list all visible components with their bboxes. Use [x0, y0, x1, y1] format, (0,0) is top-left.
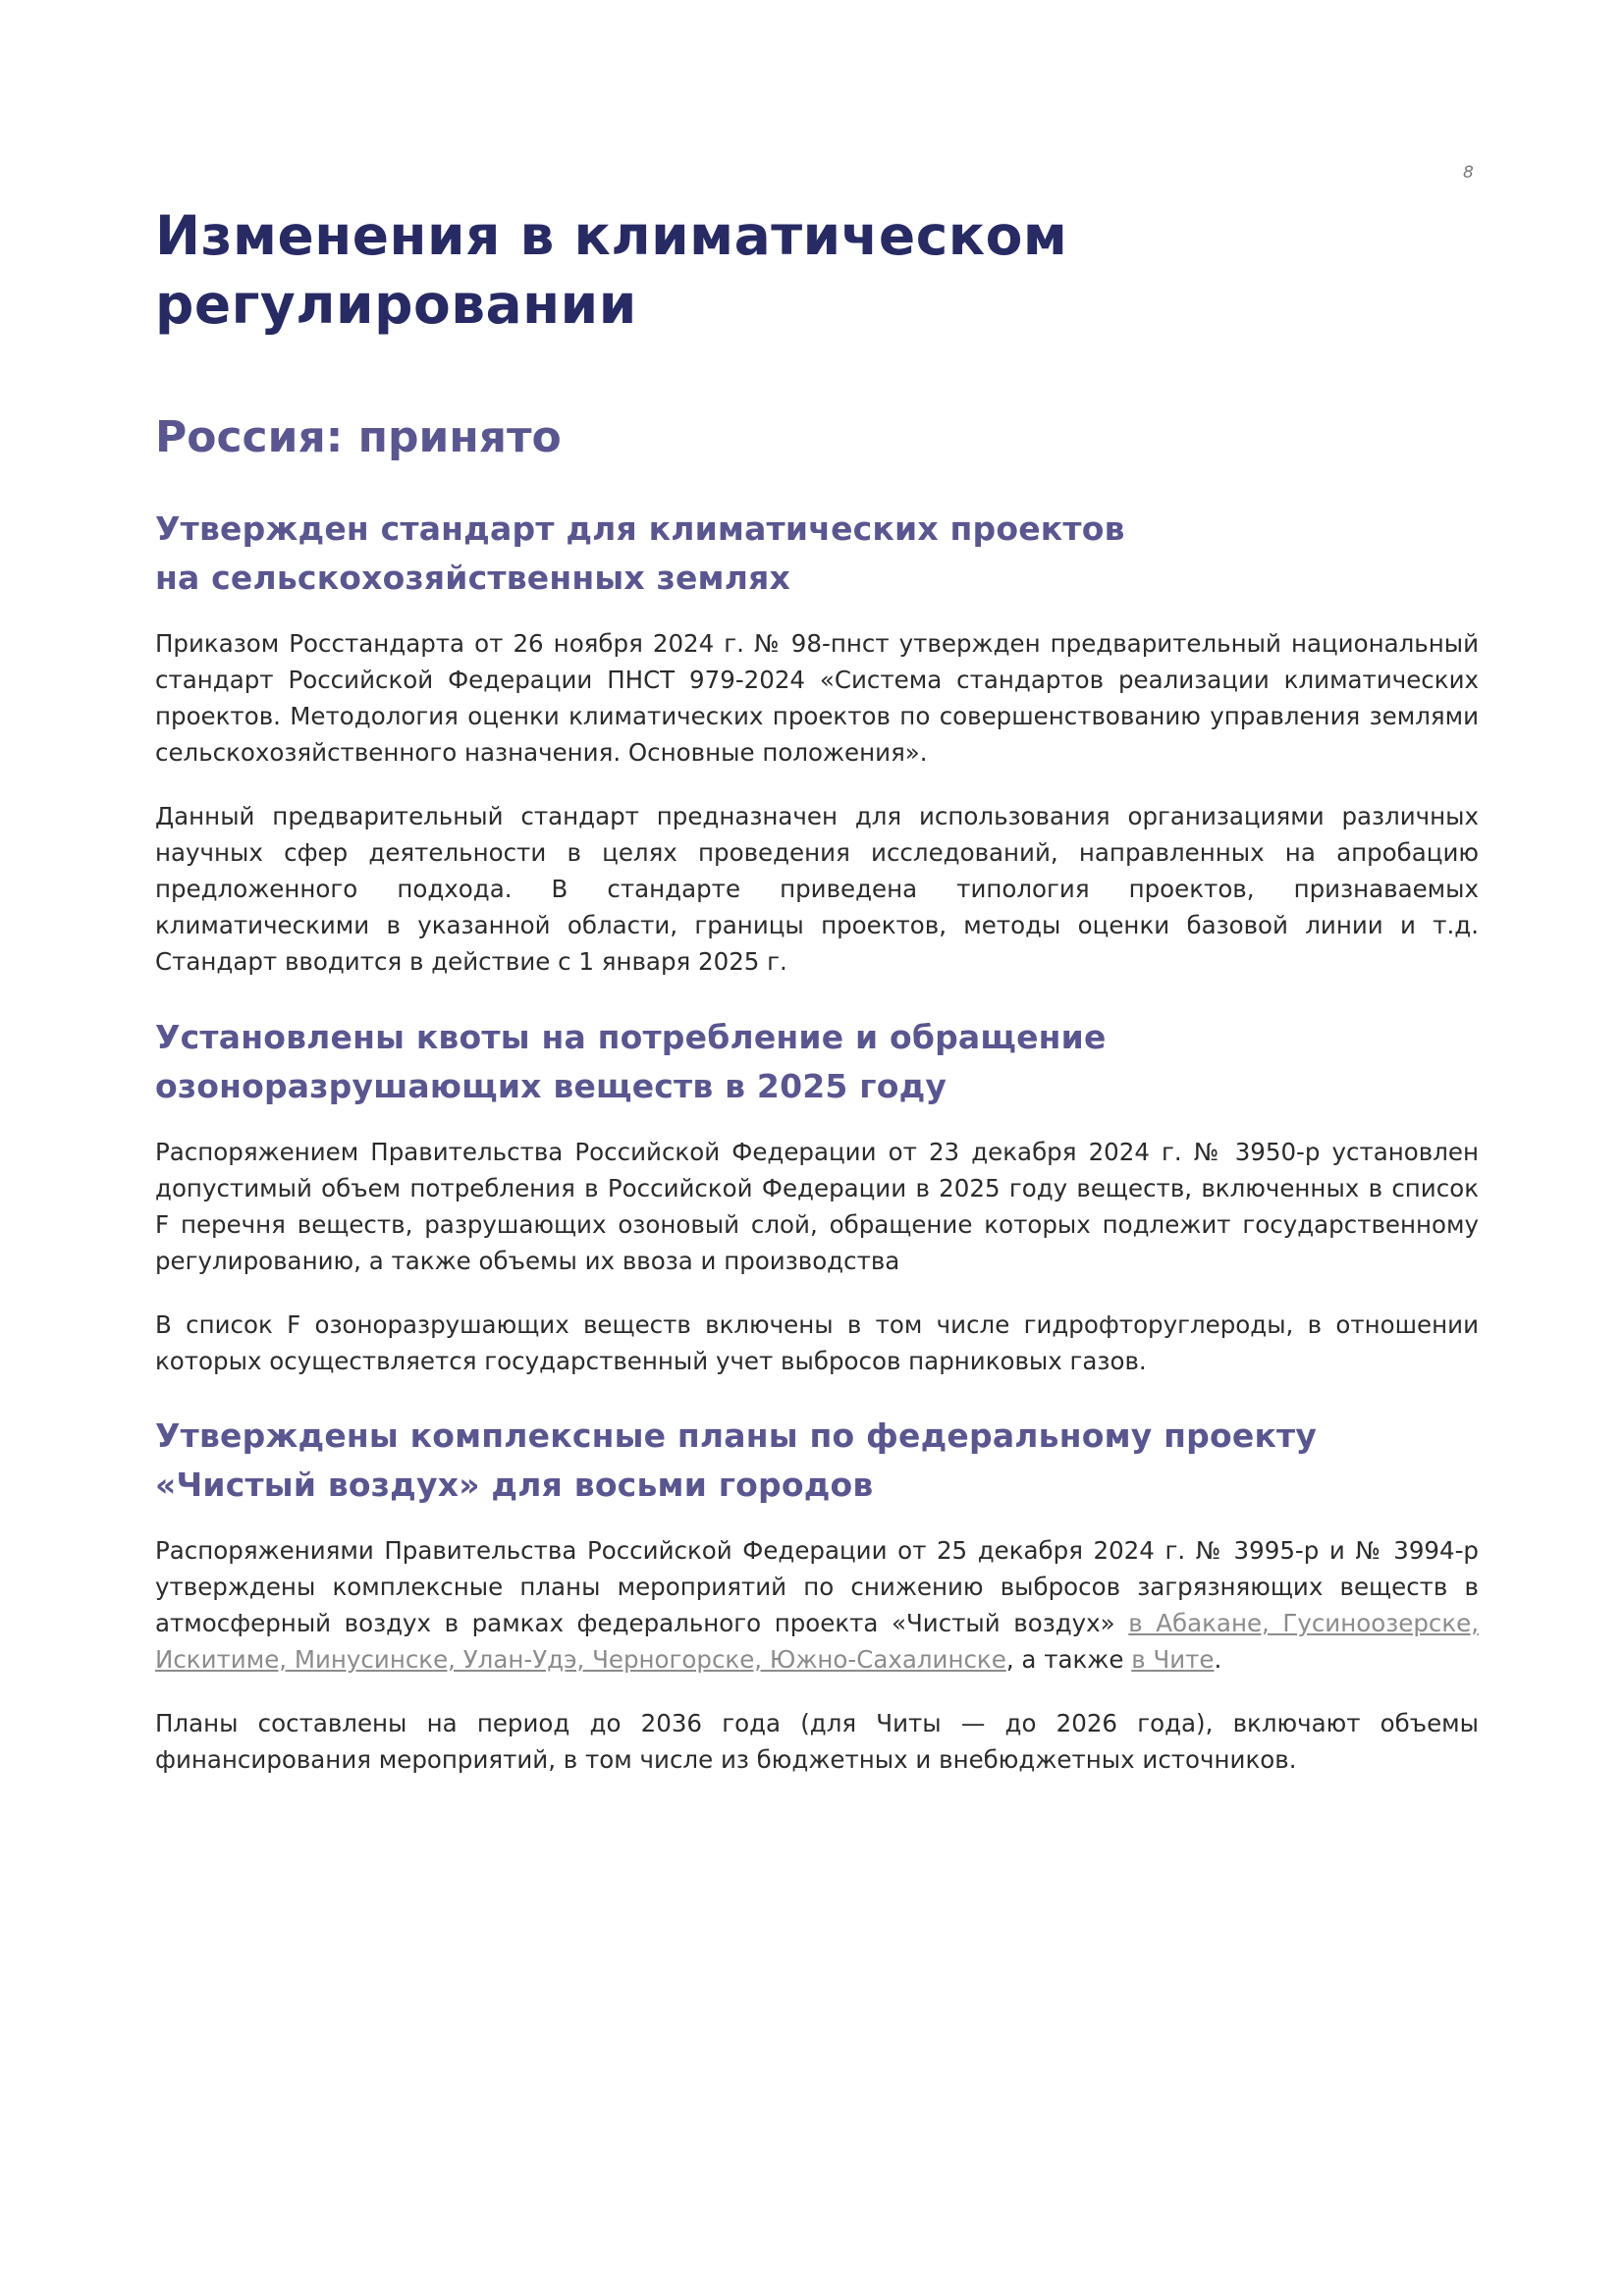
page-title-line-2: регулировании [155, 273, 637, 336]
article-1-title [155, 505, 1125, 603]
article-2-paragraph-1: Распоряжением Правительства Российской Федерации от 23 декабря 2024 г. № 3950-р установлен допустимый объем потребления в Российской Федерации в 2025 году веществ, включенных в список F перечня веществ, разрушающих озоновый слой, обращение которых подлежит государственному регулированию, а также объемы их ввоза и производства [155, 1138, 1479, 1275]
article-1-title-line-2: на сельскохозяйственных землях [155, 559, 790, 597]
article-3-paragraph-1-text: Распоряжениями Правительства Российской Федерации от 25 декабря 2024 г. № 3995-р и № 3994-р утверждены комплексные планы мероприятий по снижению выбросов загрязняющих веществ в атмосферный воздух в рамках федерального проекта «Чистый воздух» [155, 1536, 1479, 1637]
article-2-title-line-2: озоноразрушающих веществ в 2025 году [155, 1067, 947, 1105]
chita-link[interactable]: в Чите [1131, 1645, 1215, 1674]
page-title [155, 201, 1067, 339]
page-title-line-1: Изменения в климатическом [155, 204, 1068, 267]
article-2-title-line-1: Установлены квоты на потребление и обращение [155, 1018, 1107, 1056]
article-1-paragraph-2: Данный предварительный стандарт предназначен для использования организациями различных научных сфер деятельности в целях проведения исследований, направленных на апробацию предложенного подхода. В стандарте приведена типология проектов, признаваемых климатическими в указанной области, границы проектов, методы оценки базовой линии и т.д. Стандарт вводится в действие с 1 января 2025 г. [155, 802, 1479, 976]
cities-link[interactable]: в Абакане, Гусиноозерске, Искитиме, Минусинске, Улан-Удэ, Черногорске, Южно-Сахалинске [155, 1609, 1480, 1674]
article-3-title-line-1: Утверждены комплексные планы по федеральному проекту [155, 1416, 1318, 1455]
article-3-paragraph-1 [155, 1532, 1479, 1678]
article-1-paragraph-1: Приказом Росстандарта от 26 ноября 2024 г. № 98-пнст утвержден предварительный национальный стандарт Российской Федерации ПНСТ 979-2024 «Система стандартов реализации климатических проектов. Методология оценки климатических проектов по совершенствованию управления землями сельскохозяйственного назначения. Основные положения». [155, 629, 1479, 767]
article-3-title [155, 1412, 1317, 1510]
article-1-title-line-1: Утвержден стандарт для климатических проектов [155, 509, 1125, 548]
article-3-title-line-2: «Чистый воздух» для восьми городов [155, 1466, 874, 1504]
page-number: 8 [1463, 163, 1474, 183]
article-3-paragraph-1-end: . [1214, 1645, 1222, 1674]
section-title: Россия: принято [155, 412, 562, 462]
article-2-title [155, 1013, 1107, 1111]
article-2-paragraph-2: В список F озоноразрушающих веществ включены в том числе гидрофторуглероды, в отношении которых осуществляется государственный учет выбросов парниковых газов. [155, 1310, 1479, 1375]
article-3-paragraph-2: Планы составлены на период до 2036 года (для Читы — до 2026 года), включают объемы финансирования мероприятий, в том числе из бюджетных и внебюджетных источников. [155, 1709, 1479, 1774]
article-3-paragraph-1-middle: , а также [1005, 1645, 1132, 1674]
